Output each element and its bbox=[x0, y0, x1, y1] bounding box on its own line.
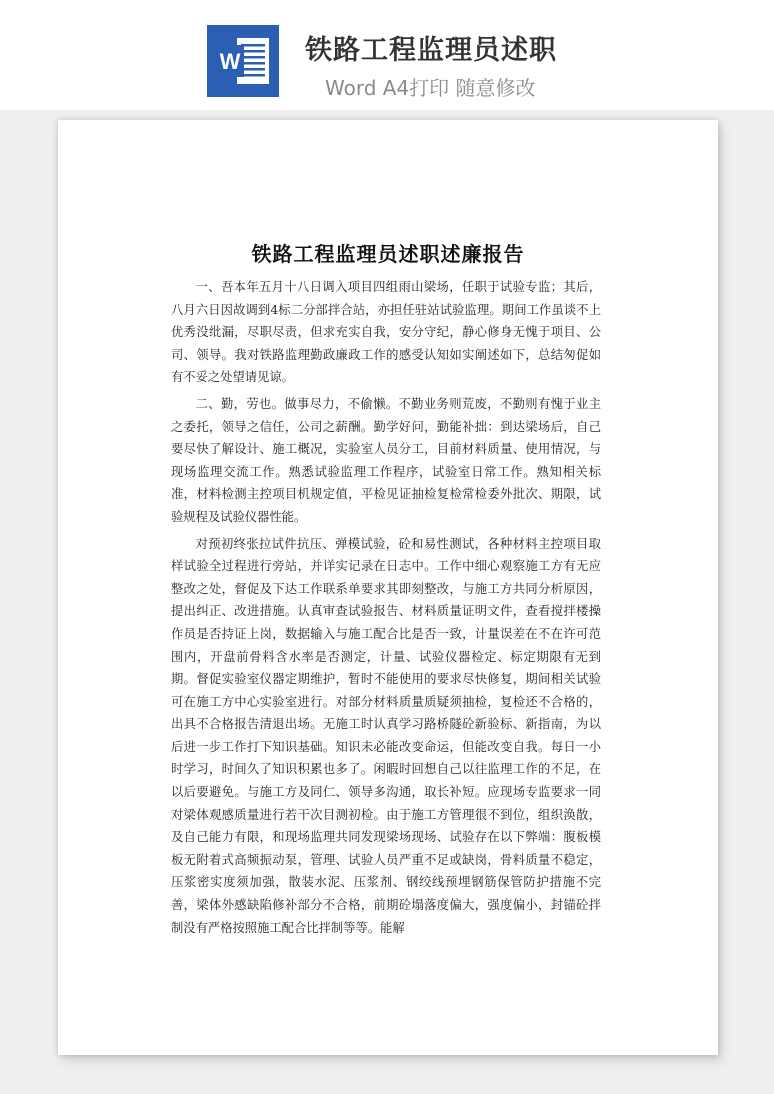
document-body bbox=[171, 276, 601, 943]
word-document-icon bbox=[207, 25, 279, 97]
word-icon-letter: W bbox=[219, 49, 241, 74]
header-subtitle: Word A4打印 随意修改 bbox=[325, 76, 536, 100]
header-banner bbox=[0, 0, 774, 110]
paragraph: 二、勤，劳也。做事尽力，不偷懒。不勤业务则荒废，不勤则有愧于业主之委托，领导之信任，公司之薪酬。勤学好问，勤能补拙：到达梁场后，自己要尽快了解设计、施工概况，实验室人员分工，目前材料质量、使用情况，与现场监理交流工作。熟悉试验监理工作程序，试验室日常工作。熟知相关标准，材料检测主控项目机规定值，平检见证抽检复检常检委外批次、期限，试验规程及试验仪器性能。 bbox=[171, 396, 601, 524]
header-title: 铁路工程监理员述职 bbox=[305, 35, 557, 66]
document-title: 铁路工程监理员述职述廉报告 bbox=[251, 242, 525, 266]
document-page bbox=[58, 120, 718, 1055]
paragraph: 对预初终张拉试件抗压、弹模试验，砼和易性测试，各种材料主控项目取样试验全过程进行旁站，并详实记录在日志中。工作中细心观察施工方有无应整改之处，督促及下达工作联系单要求其即刻整改，与施工方共同分析原因，提出纠正、改进措施。认真审查试验报告、材料质量证明文件，查看搅拌楼操作员是否持证上岗，数据输入与施工配合比是否一致，计量误差在不在许可范围内，开盘前骨料含水率是否测定，计量、试验仪器检定、标定期限有无到期。督促实验室仪器定期维护，暂时不能使用的要求尽快修复，期间相关试验可在施工方中心实验室进行。对部分材料质量质疑须抽检，复检还不合格的，出具不合格报告清退出场。无施工时认真学习路桥隧砼新验标、新指南，为以后进一步工作打下知识基础。知识未必能改变命运，但能改变自我。每日一小时学习，时间久了知识积累也多了。闲暇时回想自己以往监理工作的不足，在以后要避免。与施工方及同仁、领导多沟通，取长补短。应现场专监要求一同对梁体观感质量进行若干次目测初检。由于施工方管理很不到位，组织涣散，及自己能力有限，和现场监理共同发现梁场现场、试验存在以下弊端：腹板模板无附着式高频振动泵，管理、试验人员严重不足或缺岗，骨料质量不稳定，压浆密实度须加强，散装水泥、压浆剂、钢绞线预埋钢筋保管防护措施不完善，梁体外感缺陷修补部分不合格，前期砼塌落度偏大，强度偏小，封锚砼拌制没有严格按照施工配合比拌制等等。能解 bbox=[171, 536, 601, 935]
paragraph: 一、吾本年五月十八日调入项目四组雨山梁场，任职于试验专监；其后，八月六日因故调到4标二分部拌合站，亦担任驻站试验监理。期间工作虽谈不上优秀没纰漏，尽职尽责，但求充实自我，安分守纪，静心修身无愧于项目、公司、领导。我对铁路监理勤政廉政工作的感受认知如实阐述如下，总结匆促如有不妥之处望请见谅。 bbox=[171, 280, 601, 385]
